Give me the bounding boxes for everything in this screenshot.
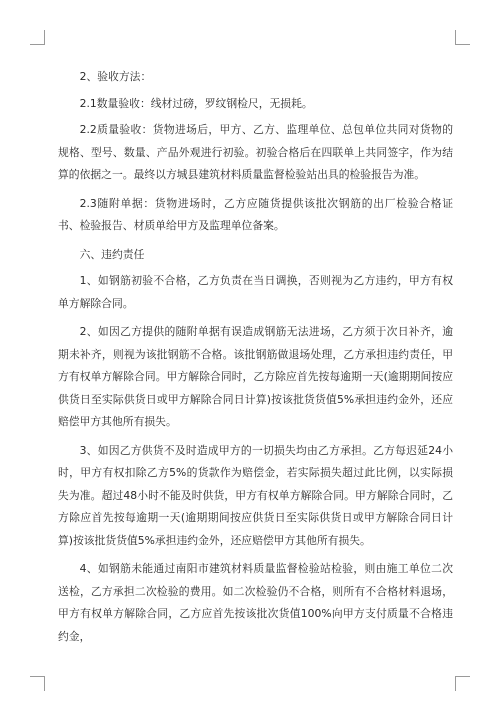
crop-mark-top-right — [455, 30, 470, 45]
crop-mark-bottom-left — [30, 676, 45, 691]
paragraph-liability-3: 3、如因乙方供货不及时造成甲方的一切损失均由乙方承担。乙方每迟延24小时，甲方有权扣除乙方5%的货款作为赔偿金，若实际损失超过此比例，以实际损失为准。超过48小时不能及时供货，甲方有权单方解除合同。甲方解除合同时，乙方除应首先按每逾期一天(逾期期间按应供货日至实际供货日或甲方解除合同日计算)按该批货货值5%承担违约金外，还应赔偿甲方其他所有损失。 — [58, 443, 453, 547]
section-heading-liability: 六、违约责任 — [79, 247, 145, 261]
crop-mark-top-left — [30, 30, 45, 45]
paragraph-liability-4: 4、如钢筋未能通过南阳市建筑材料质量监督检验站检验，则由施工单位二次送检，乙方承担二次检验的费用。如二次检验仍不合格，则所有不合格材料退场，甲方有权单方解除合同，乙方应首先按该批次货值100%向甲方支付质量不合格违约金， — [58, 562, 453, 643]
paragraph-liability-2: 2、如因乙方提供的随附单据有误造成钢筋无法进场，乙方须于次日补齐，逾期未补齐，则视为该批钢筋不合格。该批钢筋做退场处理，乙方承担违约责任，甲方有权单方解除合同。甲方解除合同时，乙方除应首先按每逾期一天(逾期期间按应供货日至实际供货日或甲方解除合同日计算)按该批货货值5%承担违约金外，还应赔偿甲方其他所有损失。 — [58, 325, 453, 428]
paragraph-liability-1: 1、如钢筋初验不合格，乙方负责在当日调换，否则视为乙方违约，甲方有权单方解除合同。 — [58, 274, 453, 310]
paragraph-quality-acceptance: 2.2质量验收：货物进场后，甲方、乙方、监理单位、总包单位共同对货物的规格、型号、数量、产品外观进行初验。初验合格后在四联单上共同签字，作为结算的依据之一。最终以方城县建筑材料质量监督检验站出具的检验报告为准。 — [58, 123, 453, 181]
crop-mark-bottom-right — [455, 676, 470, 691]
paragraph-accompanying-documents: 2.3随附单据：货物进场时，乙方应随货提供该批次钢筋的出厂检验合格证书、检验报告、材质单给甲方及监理单位备案。 — [58, 196, 453, 232]
section-heading-acceptance-method: 2、验收方法： — [79, 70, 152, 83]
document-page — [58, 66, 453, 654]
paragraph-quantity-acceptance: 2.1数量验收：线材过磅，罗纹钢检尺，无损耗。 — [79, 96, 313, 110]
